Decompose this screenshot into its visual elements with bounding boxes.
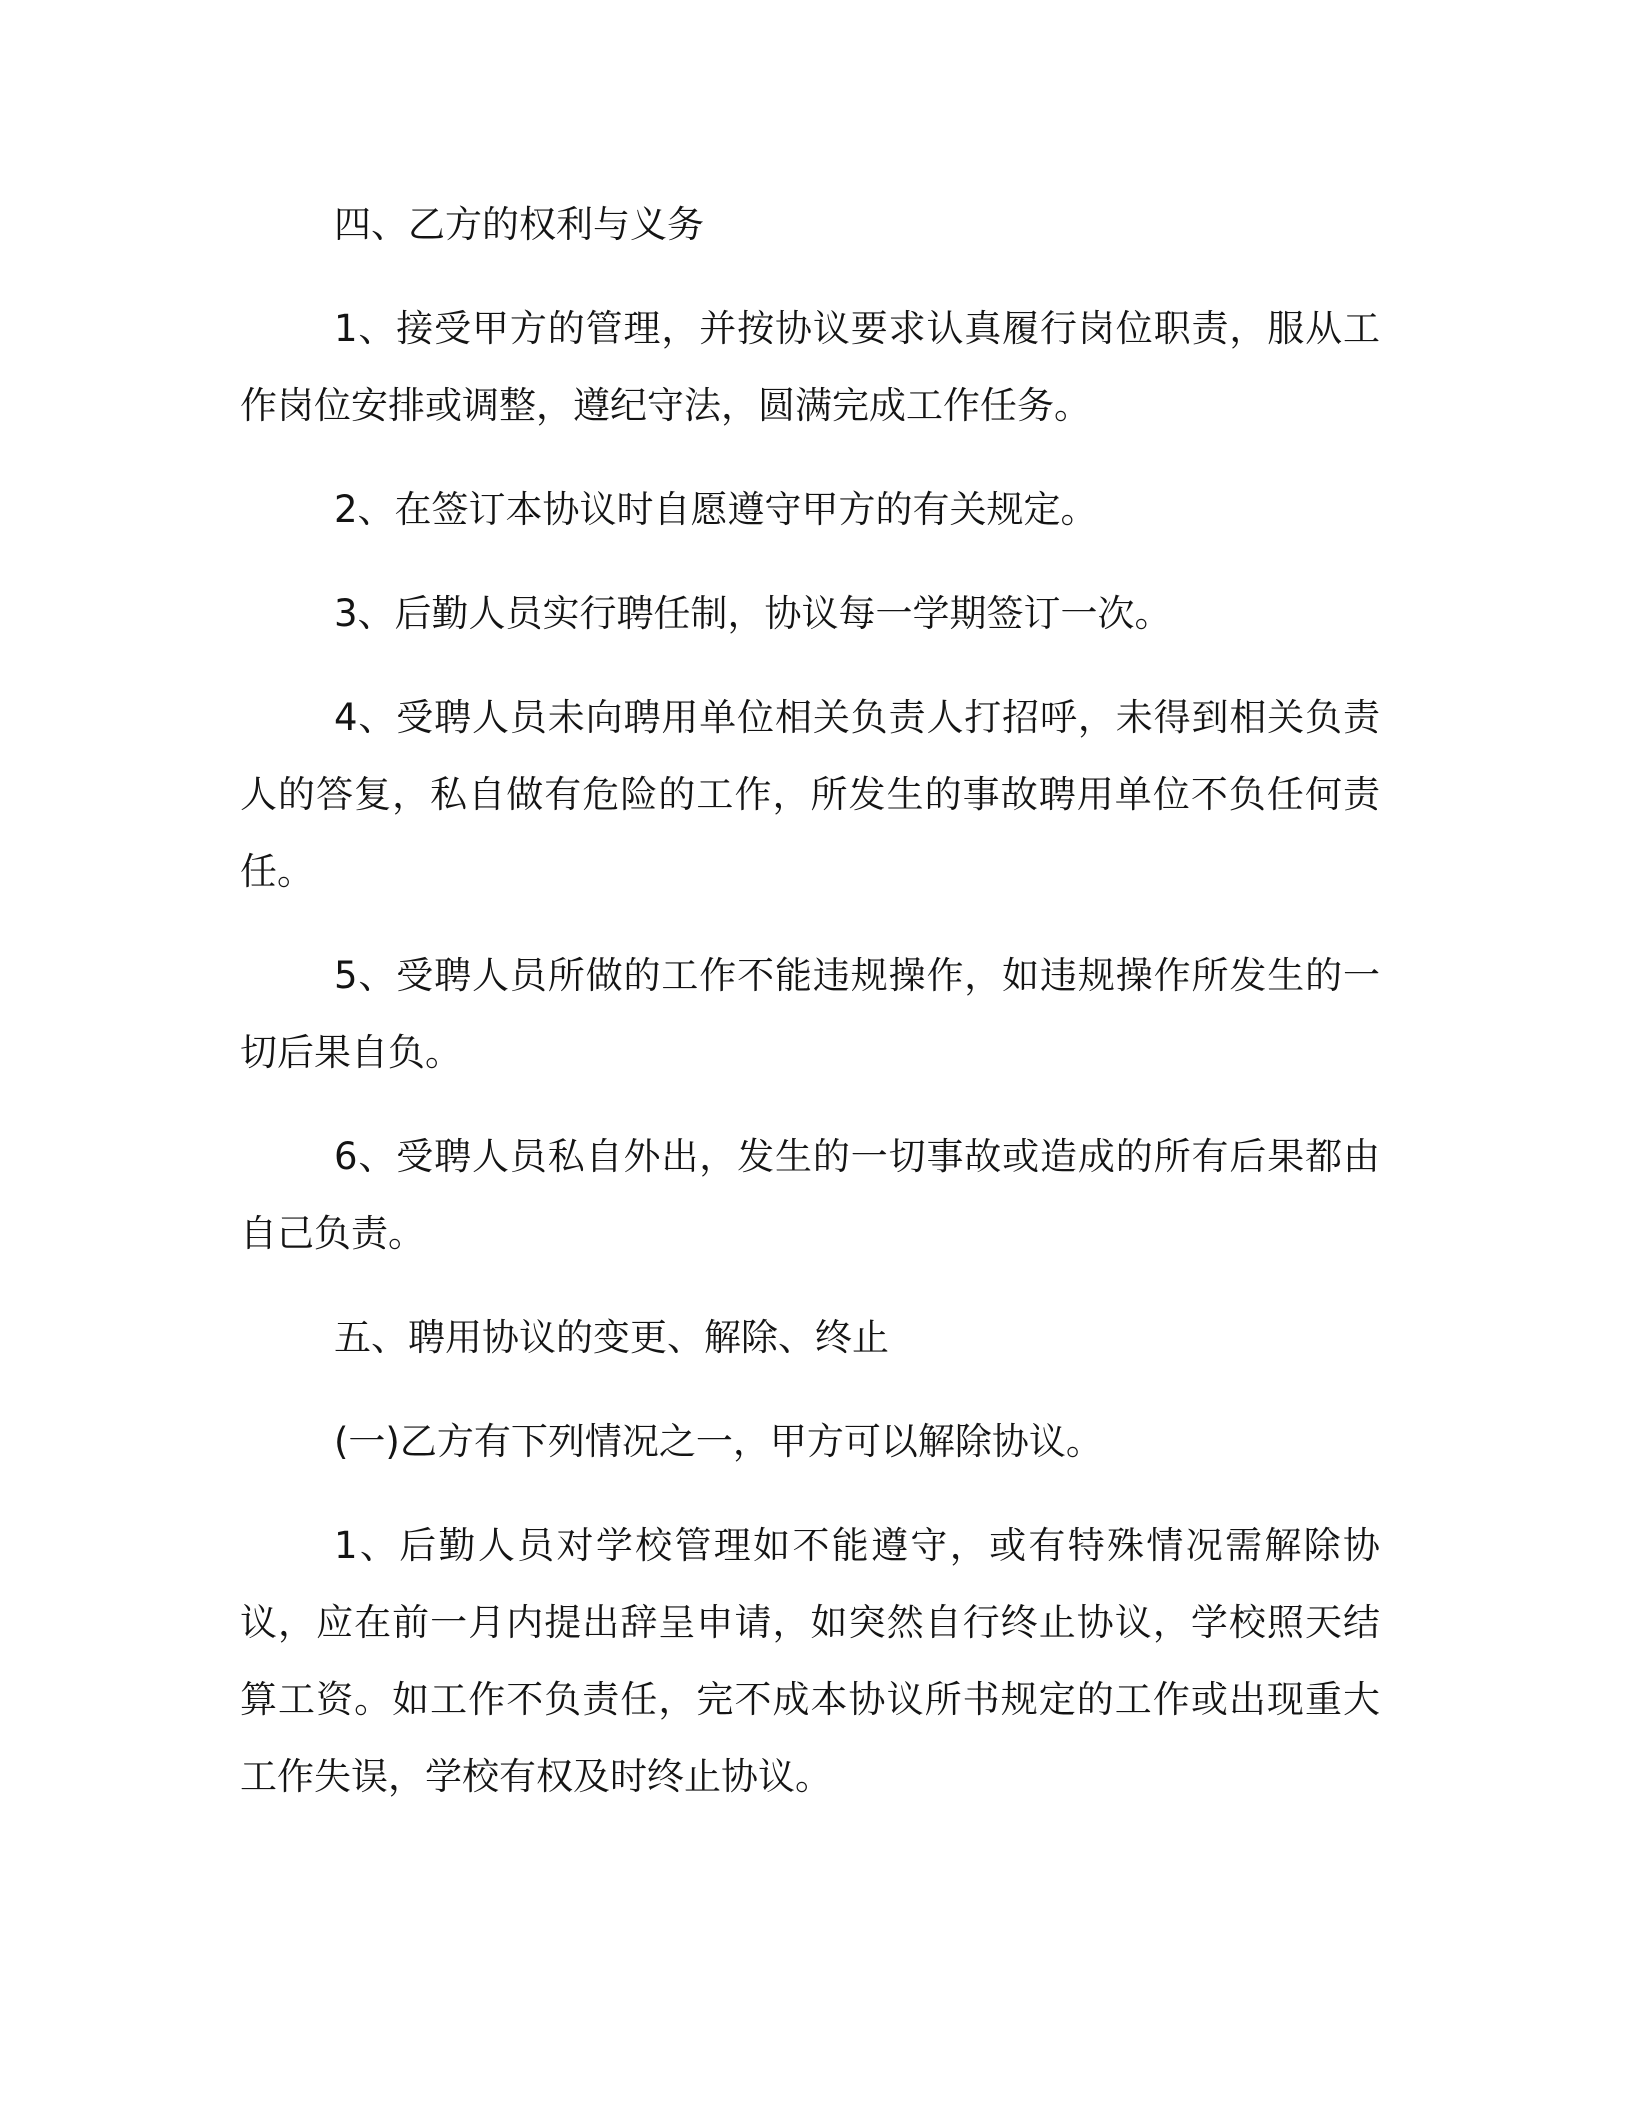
document-body	[240, 186, 1380, 1815]
section-heading-rights-obligations: 四、乙方的权利与义务	[334, 203, 704, 246]
subsection-heading-termination: (一)乙方有下列情况之一，甲方可以解除协议。	[334, 1420, 1103, 1463]
paragraph-item-5: 5、受聘人员所做的工作不能违规操作，如违规操作所发生的一切后果自负。	[240, 954, 1380, 1074]
paragraph-item-4: 4、受聘人员未向聘用单位相关负责人打招呼，未得到相关负责人的答复，私自做有危险的工作，所发生的事故聘用单位不负任何责任。	[240, 696, 1380, 893]
paragraph-item-2: 2、在签订本协议时自愿遵守甲方的有关规定。	[334, 488, 1098, 531]
paragraph-item-3: 3、后勤人员实行聘任制，协议每一学期签订一次。	[334, 592, 1172, 635]
paragraph-termination-item-1: 1、后勤人员对学校管理如不能遵守，或有特殊情况需解除协议，应在前一月内提出辞呈申请，如突然自行终止协议，学校照天结算工资。如工作不负责任，完不成本协议所书规定的工作或出现重大工作失误，学校有权及时终止协议。	[240, 1524, 1380, 1798]
paragraph-item-1: 1、接受甲方的管理，并按协议要求认真履行岗位职责，服从工作岗位安排或调整，遵纪守法，圆满完成工作任务。	[240, 307, 1380, 427]
paragraph-item-6: 6、受聘人员私自外出，发生的一切事故或造成的所有后果都由自己负责。	[240, 1135, 1380, 1255]
section-heading-contract-changes: 五、聘用协议的变更、解除、终止	[334, 1316, 889, 1359]
